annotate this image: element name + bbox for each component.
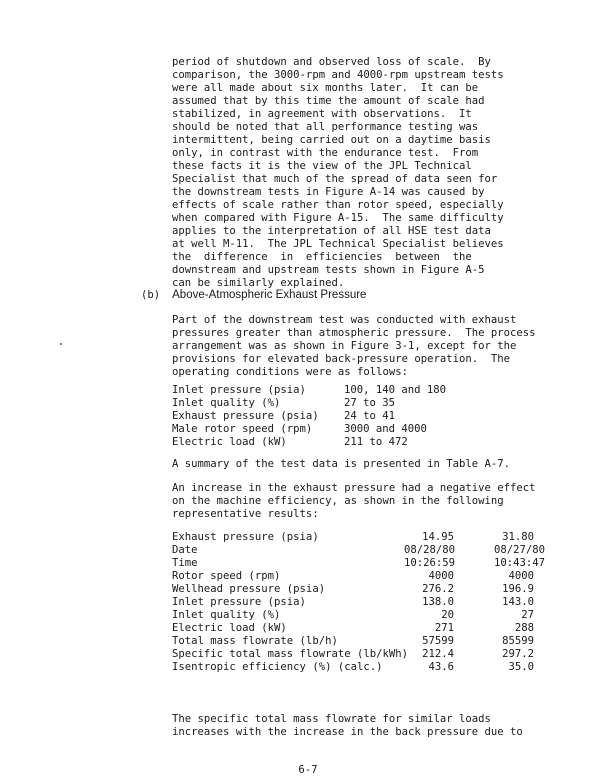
condition-row xyxy=(172,384,532,397)
result-row xyxy=(172,609,532,622)
result-label: Inlet quality (%) xyxy=(172,609,281,621)
result-label: Rotor speed (rpm) xyxy=(172,570,281,582)
text-line: can be similarly explained. xyxy=(172,277,345,289)
result-value-case2: 85599 xyxy=(502,635,534,647)
text-line: when compared with Figure A-15. The same difficulty xyxy=(172,212,504,224)
text-line: period of shutdown and observed loss of scale. By xyxy=(172,56,491,68)
result-row xyxy=(172,661,532,674)
result-value-case1: 271 xyxy=(434,622,454,634)
text-line: downstream and upstream tests shown in Figure A-5 xyxy=(172,264,485,276)
text-line: representative results: xyxy=(172,508,319,520)
condition-label: Male rotor speed (rpm) xyxy=(172,423,313,435)
text-line: operating conditions were as follows: xyxy=(172,366,408,378)
result-value-case1: 08/28/80 xyxy=(404,544,456,556)
result-row xyxy=(172,544,546,557)
result-value-case2: 196.9 xyxy=(502,583,534,595)
condition-label: Inlet quality (%) xyxy=(172,397,281,409)
condition-value: 211 to 472 xyxy=(344,436,408,448)
result-value-case1: 43.6 xyxy=(428,661,454,673)
result-value-case1: 10:26:59 xyxy=(404,557,456,569)
result-value-case1: 138.0 xyxy=(422,596,454,608)
result-row xyxy=(172,622,532,635)
text-line: only, in contrast with the endurance test. From xyxy=(172,147,479,159)
result-value-case1: 212.4 xyxy=(422,648,454,660)
text-line: these facts it is the view of the JPL Technical xyxy=(172,160,472,172)
result-value-case2: 08/27/80 xyxy=(494,544,546,556)
text-line: Specialist that much of the spread of data seen for xyxy=(172,173,498,185)
result-value-case1: 57599 xyxy=(422,635,454,647)
representative-results-table xyxy=(172,531,546,674)
text-line: the downstream tests in Figure A-14 was caused by xyxy=(172,186,485,198)
paragraph-scale-discussion xyxy=(172,56,532,290)
condition-row xyxy=(172,423,532,436)
result-row xyxy=(172,648,532,661)
result-label: Inlet pressure (psia) xyxy=(172,596,306,608)
result-label: Time xyxy=(172,557,198,569)
result-label: Isentropic efficiency (%) (calc.) xyxy=(172,661,383,673)
condition-label: Inlet pressure (psia) xyxy=(172,384,306,396)
result-value-case1: 20 xyxy=(441,609,454,621)
text-line: at well M-11. The JPL Technical Specialist believes xyxy=(172,238,504,250)
condition-row xyxy=(172,436,532,449)
text-line: applies to the interpretation of all HSE test data xyxy=(172,225,491,237)
result-value-case1: 276.2 xyxy=(422,583,454,595)
result-row xyxy=(172,531,532,544)
condition-row xyxy=(172,410,532,423)
condition-value: 100, 140 and 180 xyxy=(344,384,447,396)
condition-label: Electric load (kW) xyxy=(172,436,287,448)
section-title: Above-Atmospheric Exhaust Pressure xyxy=(172,289,367,301)
condition-label: Exhaust pressure (psia) xyxy=(172,410,319,422)
result-row xyxy=(172,557,546,570)
text-line: increases with the increase in the back pressure due to xyxy=(172,726,523,738)
text-line: should be noted that all performance testing was xyxy=(172,121,479,133)
text-line: stabilized, in agreement with observations. It xyxy=(172,108,472,120)
result-value-case2: 288 xyxy=(514,622,534,634)
result-label: Electric load (kW) xyxy=(172,622,287,634)
condition-value: 24 to 41 xyxy=(344,410,396,422)
text-line: the difference in efficiencies between the xyxy=(172,251,472,263)
result-label: Total mass flowrate (lb/h) xyxy=(172,635,338,647)
result-row xyxy=(172,570,532,583)
result-value-case2: 4000 xyxy=(508,570,534,582)
paragraph-downstream-test xyxy=(172,314,536,379)
text-line: intermittent, being carried out on a daytime basis xyxy=(172,134,491,146)
result-value-case2: 143.0 xyxy=(502,596,534,608)
result-value-case2: 10:43:47 xyxy=(494,557,546,569)
result-row xyxy=(172,583,532,596)
result-value-case2: 27 xyxy=(521,609,534,621)
condition-value: 27 to 35 xyxy=(344,397,396,409)
result-row xyxy=(172,596,532,609)
text-line: were all made about six months later. It can be xyxy=(172,82,479,94)
text-line: provisions for elevated back-pressure operation. The xyxy=(172,353,511,365)
text-line: Part of the downstream test was conducted with exhaust xyxy=(172,314,517,326)
text-line: An increase in the exhaust pressure had a negative effect xyxy=(172,482,536,494)
text-line: on the machine efficiency, as shown in the following xyxy=(172,495,504,507)
result-label: Date xyxy=(172,544,198,556)
text-line: comparison, the 3000-rpm and 4000-rpm upstream tests xyxy=(172,69,504,81)
condition-value: 3000 and 4000 xyxy=(344,423,427,435)
page-number: 6-7 xyxy=(298,764,318,776)
result-value-case2: 35.0 xyxy=(508,661,534,673)
section-label: (b) xyxy=(141,289,161,301)
text-line: arrangement was as shown in Figure 3-1, except for the xyxy=(172,340,517,352)
paragraph-exhaust-effect xyxy=(172,482,536,521)
text-line: The specific total mass flowrate for similar loads xyxy=(172,713,491,725)
section-heading xyxy=(141,289,366,302)
text-line: assumed that by this time the amount of scale had xyxy=(172,95,485,107)
result-value-case1: 4000 xyxy=(428,570,454,582)
condition-row xyxy=(172,397,532,410)
paragraph-specific-flowrate xyxy=(172,713,532,739)
result-label: Specific total mass flowrate (lb/kWh) xyxy=(172,648,408,660)
text-line: effects of scale rather than rotor speed, especially xyxy=(172,199,504,211)
result-value-case2: 31.80 xyxy=(502,531,534,543)
result-value-case1: 14.95 xyxy=(422,531,454,543)
result-value-case2: 297.2 xyxy=(502,648,534,660)
paragraph-summary: A summary of the test data is presented in Table A-7. xyxy=(172,458,511,470)
result-label: Exhaust pressure (psia) xyxy=(172,531,319,543)
result-row xyxy=(172,635,532,648)
result-label: Wellhead pressure (psia) xyxy=(172,583,326,595)
operating-conditions-table xyxy=(172,384,532,449)
margin-dot xyxy=(60,343,62,345)
text-line: pressures greater than atmospheric pressure. The process xyxy=(172,327,536,339)
